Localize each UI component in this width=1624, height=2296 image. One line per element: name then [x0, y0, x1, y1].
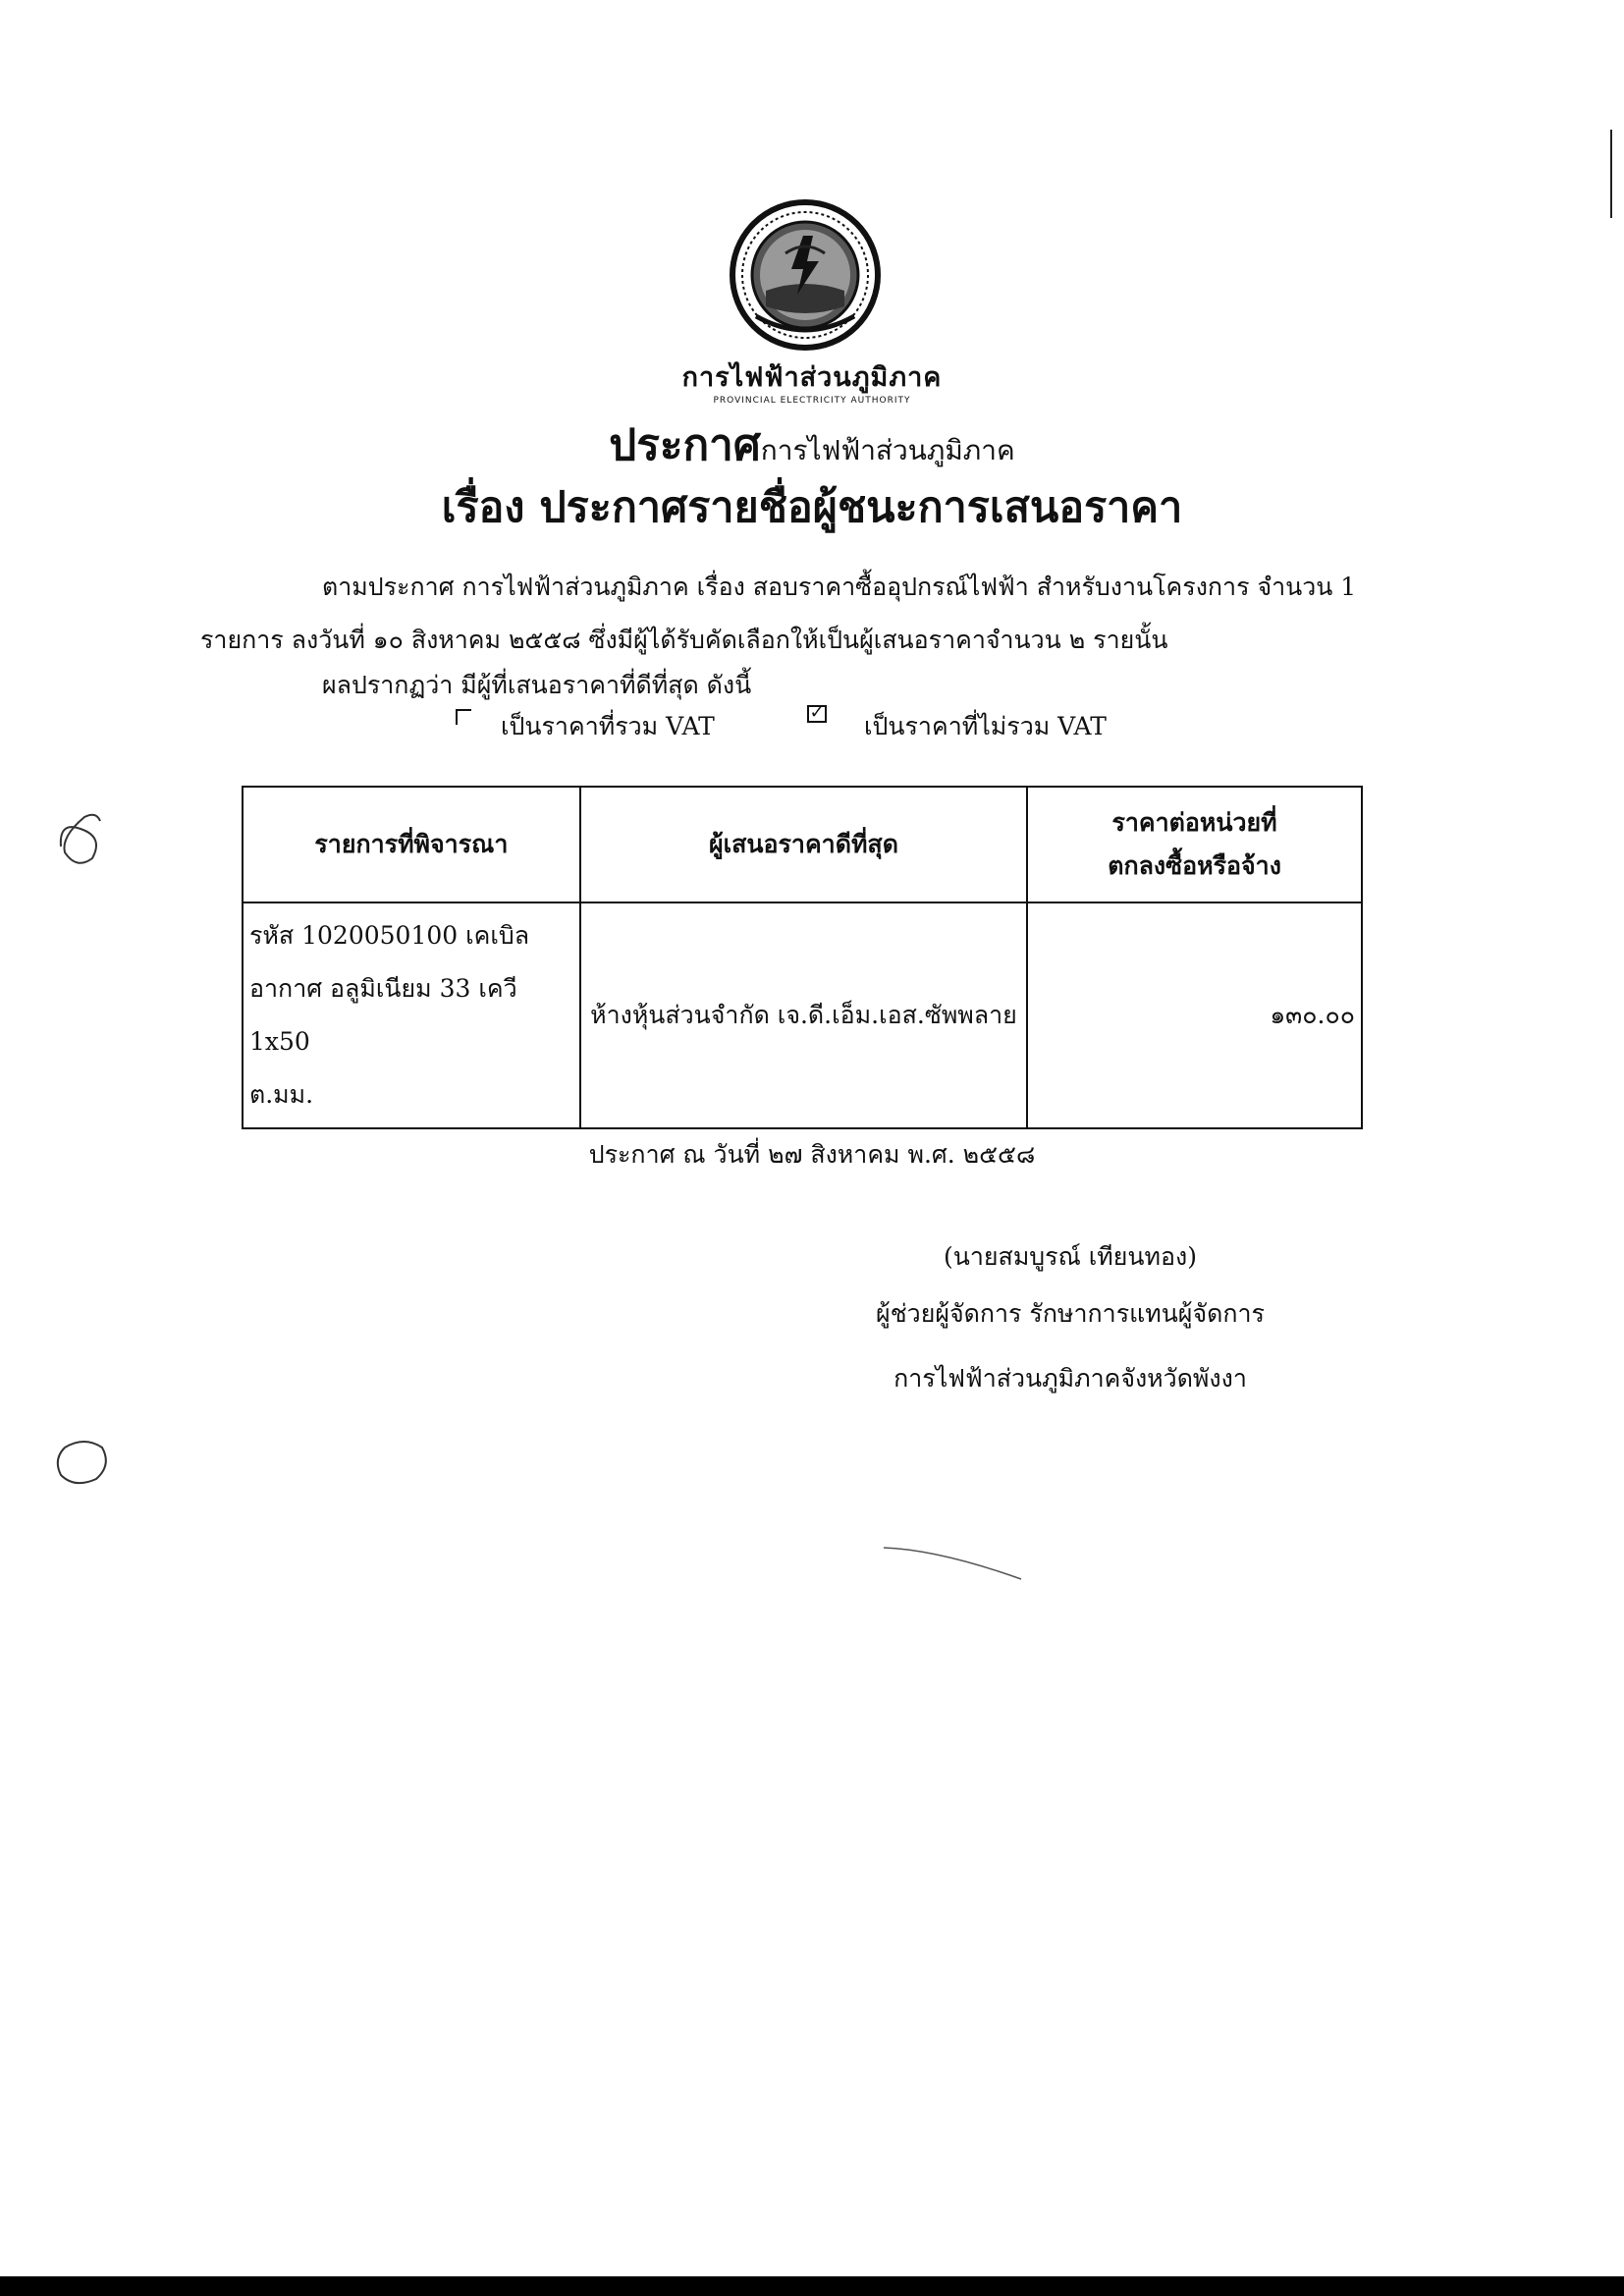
include-vat-checkbox [456, 709, 471, 725]
pea-emblem-logo [727, 196, 884, 354]
scan-footer-bar [0, 2276, 1624, 2296]
header-item: รายการที่พิจารณา [243, 787, 580, 902]
title-bold: ประกาศ [609, 420, 761, 470]
table-row [243, 902, 1362, 1128]
cell-price: ๑๓๐.๐๐ [1027, 902, 1362, 1128]
pen-stroke-mark [880, 1538, 1027, 1587]
announcement-title [0, 410, 1624, 479]
table-header-row [243, 787, 1362, 902]
item-line-2: อากาศ อลูมิเนียม 33 เควี 1x50 [249, 974, 517, 1056]
scan-edge-mark [1606, 130, 1616, 218]
header-price-line-1: ราคาต่อหน่วยที่ [1111, 808, 1277, 837]
handwritten-mark-icon [51, 807, 114, 870]
cell-item [243, 902, 580, 1128]
winning-bid-table [242, 786, 1363, 1129]
signer-position: ผู้ช่วยผู้จัดการ รักษาการแทนผู้จัดการ [876, 1299, 1265, 1328]
include-vat-label: เป็นราคาที่รวม VAT [501, 712, 715, 740]
title-org: การไฟฟ้าส่วนภูมิภาค [760, 434, 1015, 466]
item-line-1: รหัส 1020050100 เคเบิล [249, 921, 530, 950]
announcement-subject: เรื่อง ประกาศรายชื่อผู้ชนะการเสนอราคา [441, 483, 1183, 532]
body-line-2: รายการ ลงวันที่ ๑๐ สิงหาคม ๒๕๕๘ ซึ่งมีผู้ได้รับคัดเลือกให้เป็นผู้เสนอราคาจำนวน ๒ รายนั้น [200, 626, 1168, 654]
handwritten-circle-icon [51, 1436, 114, 1491]
header-price [1027, 787, 1362, 902]
header-bidder: ผู้เสนอราคาดีที่สุด [580, 787, 1027, 902]
signer-office: การไฟฟ้าส่วนภูมิภาคจังหวัดพังงา [893, 1364, 1247, 1393]
exclude-vat-label: เป็นราคาที่ไม่รวม VAT [864, 712, 1107, 740]
item-line-3: ต.มม. [249, 1080, 314, 1109]
announcement-date: ประกาศ ณ วันที่ ๒๗ สิงหาคม พ.ศ. ๒๕๕๘ [588, 1140, 1036, 1169]
header-price-line-2: ตกลงซื้อหรือจ้าง [1108, 851, 1281, 880]
body-line-1: ตามประกาศ การไฟฟ้าส่วนภูมิภาค เรื่อง สอบราคาซื้ออุปกรณ์ไฟฟ้า สำหรับงานโครงการ จำนวน 1 [322, 573, 1357, 601]
org-name-english: PROVINCIAL ELECTRICITY AUTHORITY [713, 396, 911, 406]
cell-bidder: ห้างหุ้นส่วนจำกัด เจ.ดี.เอ็ม.เอส.ซัพพลาย [580, 902, 1027, 1128]
signer-name: (นายสมบูรณ์ เทียนทอง) [944, 1242, 1197, 1271]
org-name-thai: การไฟฟ้าส่วนภูมิภาค [681, 362, 943, 393]
body-line-3: ผลปรากฏว่า มีผู้ที่เสนอราคาที่ดีที่สุด ดังนี้ [322, 671, 752, 699]
exclude-vat-checkbox: ✓ [807, 705, 827, 723]
